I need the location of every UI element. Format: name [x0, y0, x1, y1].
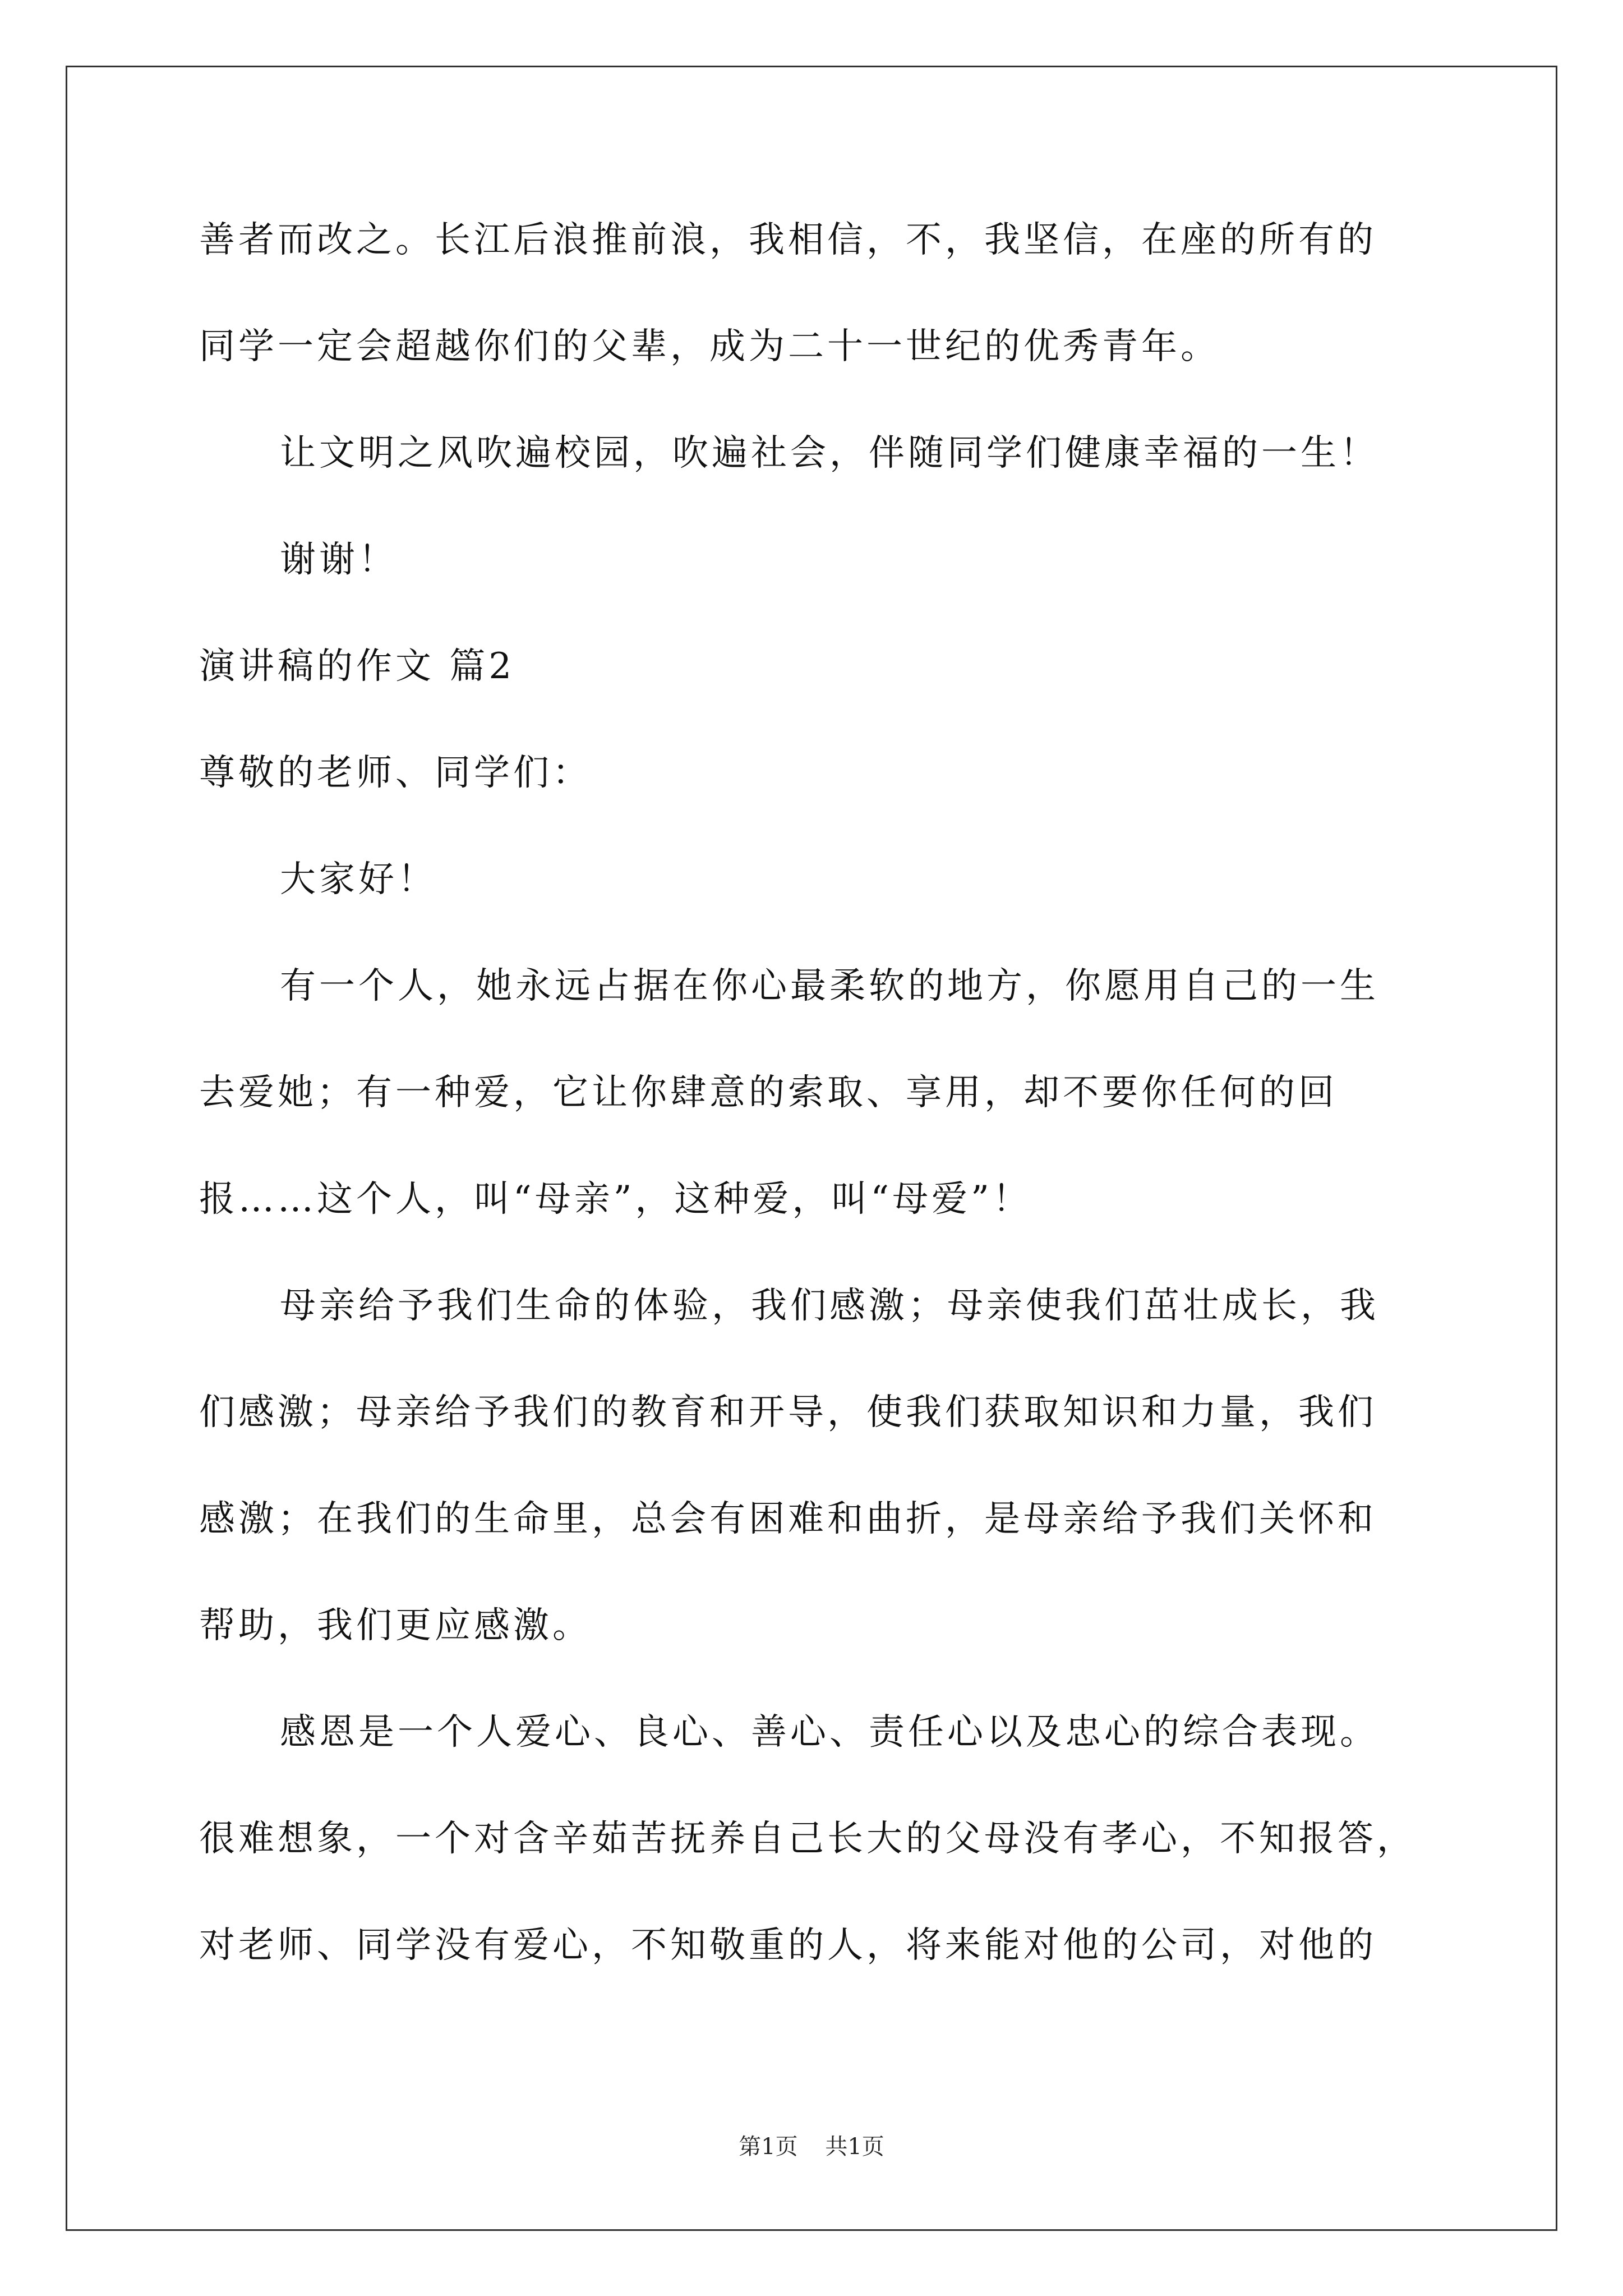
text-line: 同学一定会超越你们的父辈，成为二十一世纪的优秀青年。 — [199, 326, 1220, 367]
page-footer — [0, 2129, 1623, 2161]
text-line: 对老师、同学没有爱心，不知敬重的人，将来能对他的公司，对他的 — [199, 1925, 1377, 1966]
page-total: 共1页 — [825, 2134, 884, 2160]
text-line: 让文明之风吹遍校园，吹遍社会，伴随同学们健康幸福的一生！ — [280, 432, 1379, 474]
text-line: 去爱她；有一种爱，它让你肆意的索取、享用，却不要你任何的回 — [199, 1072, 1338, 1114]
document-body — [199, 213, 1450, 2025]
text-line: 报……这个人，叫“母亲”，这种爱，叫“母爱”！ — [199, 1179, 1032, 1220]
section-heading: 演讲稿的作文 篇2 — [199, 646, 515, 687]
text-line: 善者而改之。长江后浪推前浪，我相信，不，我坚信，在座的所有的 — [199, 219, 1377, 261]
text-line: 母亲给予我们生命的体验，我们感激；母亲使我们茁壮成长，我 — [280, 1285, 1379, 1327]
salutation: 尊敬的老师、同学们： — [199, 752, 592, 794]
text-line: 很难想象，一个对含辛茹苦抚养自己长大的父母没有孝心，不知报答， — [199, 1818, 1416, 1860]
page-number: 第1页 — [739, 2134, 798, 2160]
text-line: 谢谢！ — [280, 539, 398, 581]
greeting: 大家好！ — [280, 859, 437, 900]
text-line: 帮助，我们更应感激。 — [199, 1605, 592, 1646]
text-line: 感恩是一个人爱心、良心、善心、责任心以及忠心的综合表现。 — [280, 1711, 1379, 1753]
text-line: 感激；在我们的生命里，总会有困难和曲折，是母亲给予我们关怀和 — [199, 1498, 1377, 1540]
text-line: 们感激；母亲给予我们的教育和开导，使我们获取知识和力量，我们 — [199, 1392, 1377, 1433]
text-line: 有一个人，她永远占据在你心最柔软的地方，你愿用自己的一生 — [280, 965, 1379, 1007]
